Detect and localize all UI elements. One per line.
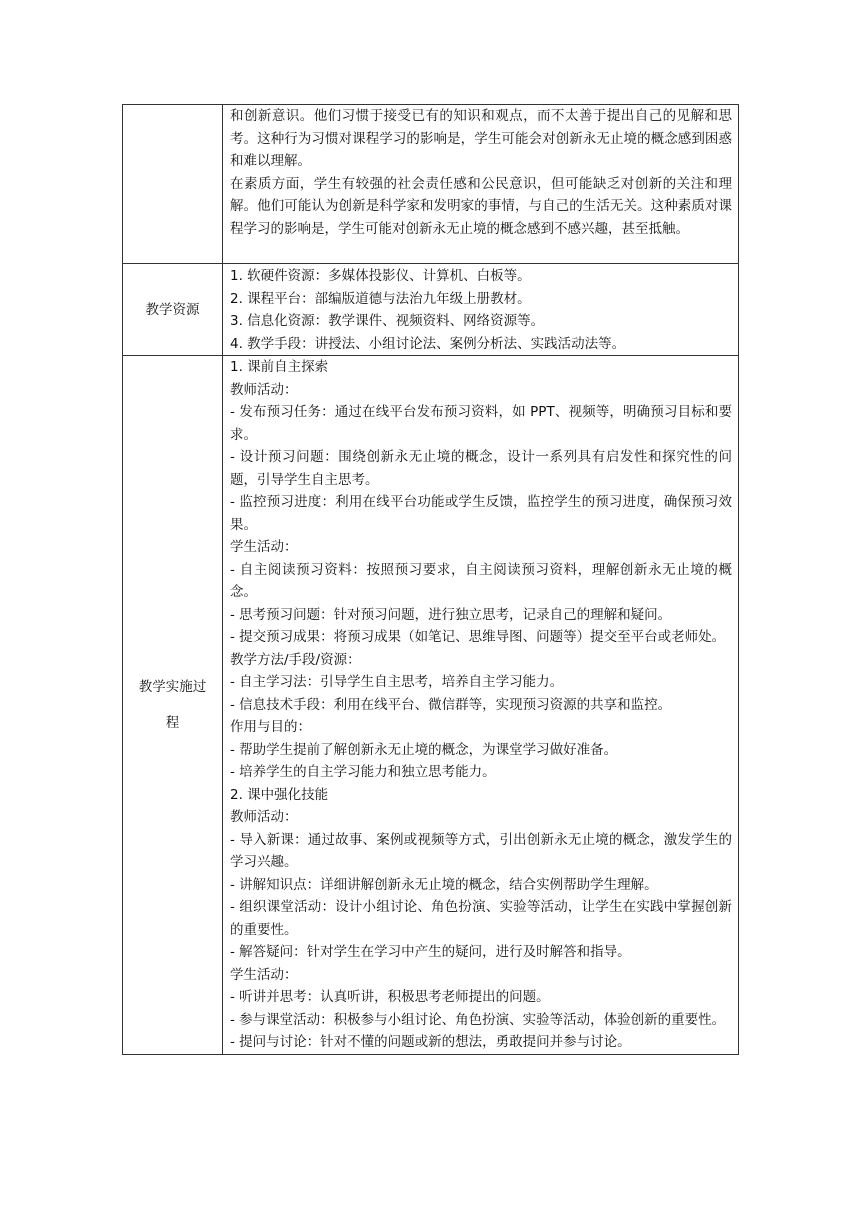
table-row-implementation	[123, 356, 739, 1055]
row-label-line: 程	[165, 714, 180, 731]
list-item: - 自主阅读预习资料：按照预习要求，自主阅读预习资料，理解创新永无止境的概念。	[230, 561, 732, 600]
list-item: - 解答疑问：针对学生在学习中产生的疑问，进行及时解答和指导。	[230, 944, 631, 960]
row-label-implementation	[123, 356, 223, 1055]
list-item: - 听讲并思考：认真听讲，积极思考老师提出的问题。	[230, 989, 550, 1005]
paragraph: 和创新意识。他们习惯于接受已有的知识和观点，而不太善于提出自己的见解和思考。这种行为习惯对课程学习的影响是，学生可能会对创新永无止境的概念感到困惑和难以理解。	[230, 108, 732, 169]
list-item: 3. 信息化资源：教学课件、视频资料、网络资源等。	[230, 313, 545, 329]
list-item: 作用与目的：	[230, 719, 311, 735]
list-item: - 帮助学生提前了解创新永无止境的概念，为课堂学习做好准备。	[230, 741, 618, 758]
list-item: - 自主学习法：引导学生自主思考，培养自主学习能力。	[230, 674, 564, 690]
list-item: - 发布预习任务：通过在线平台发布预习资料，如 PPT、视频等，明确预习目标和要求。	[230, 404, 732, 443]
list-item: - 组织课堂活动：设计小组讨论、角色扮演、实验等活动，让学生在实践中掌握创新的重要性。	[230, 899, 732, 938]
list-item: 教师活动：	[230, 381, 298, 398]
list-item: - 信息技术手段：利用在线平台、微信群等，实现预习资源的共享和监控。	[230, 696, 672, 713]
row-content-student-analysis	[223, 105, 739, 264]
list-item: 2. 课中强化技能	[230, 786, 329, 803]
list-item: - 设计预习问题：围绕创新永无止境的概念，设计一系列具有启发性和探究性的问题，引导学生自主思考。	[230, 449, 732, 488]
list-item: - 讲解知识点：详细讲解创新永无止境的概念，结合实例帮助学生理解。	[230, 876, 658, 893]
lesson-plan-table	[122, 104, 739, 1055]
row-label-empty	[123, 105, 223, 264]
list-item: - 思考预习问题：针对预习问题，进行独立思考，记录自己的理解和疑问。	[230, 606, 672, 623]
list-item: - 监控预习进度：利用在线平台功能或学生反馈，监控学生的预习进度，确保预习效果。	[230, 494, 732, 533]
list-item: 4. 教学手段：讲授法、小组讨论法、案例分析法、实践活动法等。	[230, 335, 626, 352]
row-label-teaching-resources: 教学资源	[123, 264, 223, 356]
list-item: 教师活动：	[230, 809, 298, 825]
list-item: - 参与课堂活动：积极参与小组讨论、角色扮演、实验等活动，体验创新的重要性。	[230, 1011, 726, 1028]
list-item: 学生活动：	[230, 539, 298, 555]
list-item: - 提问与讨论：针对不懂的问题或新的想法，勇敢提问并参与讨论。	[230, 1034, 631, 1050]
list-item: 教学方法/手段/资源：	[230, 651, 361, 668]
table-row-teaching-resources	[123, 264, 739, 356]
row-content-implementation	[223, 356, 739, 1055]
list-item: 2. 课程平台：部编版道德与法治九年级上册教材。	[230, 290, 531, 307]
table-row-student-analysis	[123, 105, 739, 264]
list-item: 学生活动：	[230, 966, 298, 983]
row-label-line: 教学实施过	[138, 678, 207, 695]
list-item: - 培养学生的自主学习能力和独立思考能力。	[230, 764, 496, 780]
row-content-teaching-resources	[223, 264, 739, 356]
list-item: 1. 软硬件资源：多媒体投影仪、计算机、白板等。	[230, 268, 531, 284]
paragraph: 在素质方面，学生有较强的社会责任感和公民意识，但可能缺乏对创新的关注和理解。他们可能认为创新是科学家和发明家的事情，与自己的生活无关。这种素质对课程学习的影响是，学生可能对创新永无止境的概念感到不感兴趣，甚至抵触。	[230, 175, 732, 237]
list-item: - 提交预习成果：将预习成果（如笔记、思维导图、问题等）提交至平台或老师处。	[230, 629, 726, 645]
list-item: 1. 课前自主探索	[230, 359, 329, 375]
list-item: - 导入新课：通过故事、案例或视频等方式，引出创新永无止境的概念，激发学生的学习兴趣。	[230, 831, 732, 870]
